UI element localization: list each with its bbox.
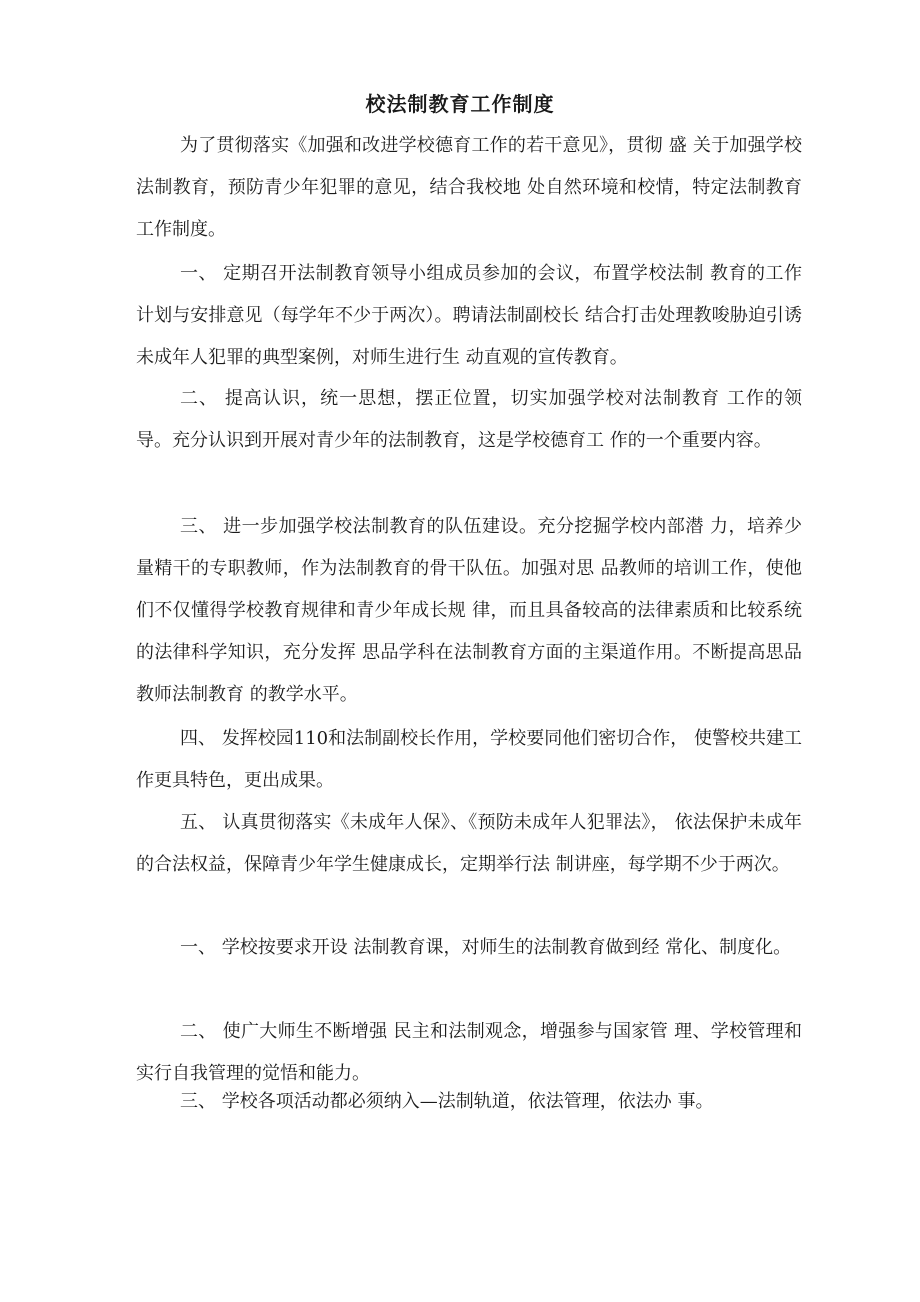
paragraph-sub-item-1: 一、 学校按要求开设 法制教育课，对师生的法制教育做到经 常化、制度化。 xyxy=(180,937,792,958)
paragraph-intro: 为了贯彻落实《加强和改进学校德育工作的若干意见》，贯彻 盛 关于加强学校法制教育，预防青少年犯罪的意见，结合我校地 处自然环境和校情，特定法制教育工作制度。 xyxy=(136,135,802,240)
paragraph-item-2: 二、 提高认识，统一思想，摆正位置，切实加强学校对法制教育 工作的领导。充分认识到开展对青少年的法制教育，这是学校德育工 作的一个重要内容。 xyxy=(136,388,802,451)
paragraph-sub-item-3: 三、 学校各项活动都必须纳入—法制轨道，依法管理，依法办 事。 xyxy=(180,1091,714,1112)
document-title: 校法制教育工作制度 xyxy=(365,92,555,116)
paragraph-sub-item-2: 二、 使广大师生不断增强 民主和法制观念，增强参与国家管 理、学校管理和实行自我管理的觉悟和能力。 xyxy=(136,1021,802,1084)
paragraph-item-5: 五、 认真贯彻落实《未成年人保》、《预防未成年人犯罪法》， 依法保护未成年的合法权益，保障青少年学生健康成长，定期举行法 制讲座，每学期不少于两次。 xyxy=(136,812,802,875)
paragraph-item-3: 三、 进一步加强学校法制教育的队伍建设。充分挖掘学校内部潜 力，培养少量精干的专职教师，作为法制教育的骨干队伍。加强对思 品教师的培训工作，使他们不仅懂得学校教育规律和青少年成长规 律，而且具备较高的法律素质和比较系统的法律科学知识，充分发挥 思品学科在法制教育方面的主渠道作用。不断提高思品教师法制教育 的教学水平。 xyxy=(136,516,802,705)
paragraph-item-4: 四、 发挥校园110和法制副校长作用，学校要同他们密切合作， 使警校共建工作更具特色，更出成果。 xyxy=(136,728,802,791)
paragraph-item-1: 一、 定期召开法制教育领导小组成员参加的会议，布置学校法制 教育的工作计划与安排意见（每学年不少于两次）。聘请法制副校长 结合打击处理教唆胁迫引诱未成年人犯罪的典型案例，对师生进行生 动直观的宣传教育。 xyxy=(136,263,802,368)
